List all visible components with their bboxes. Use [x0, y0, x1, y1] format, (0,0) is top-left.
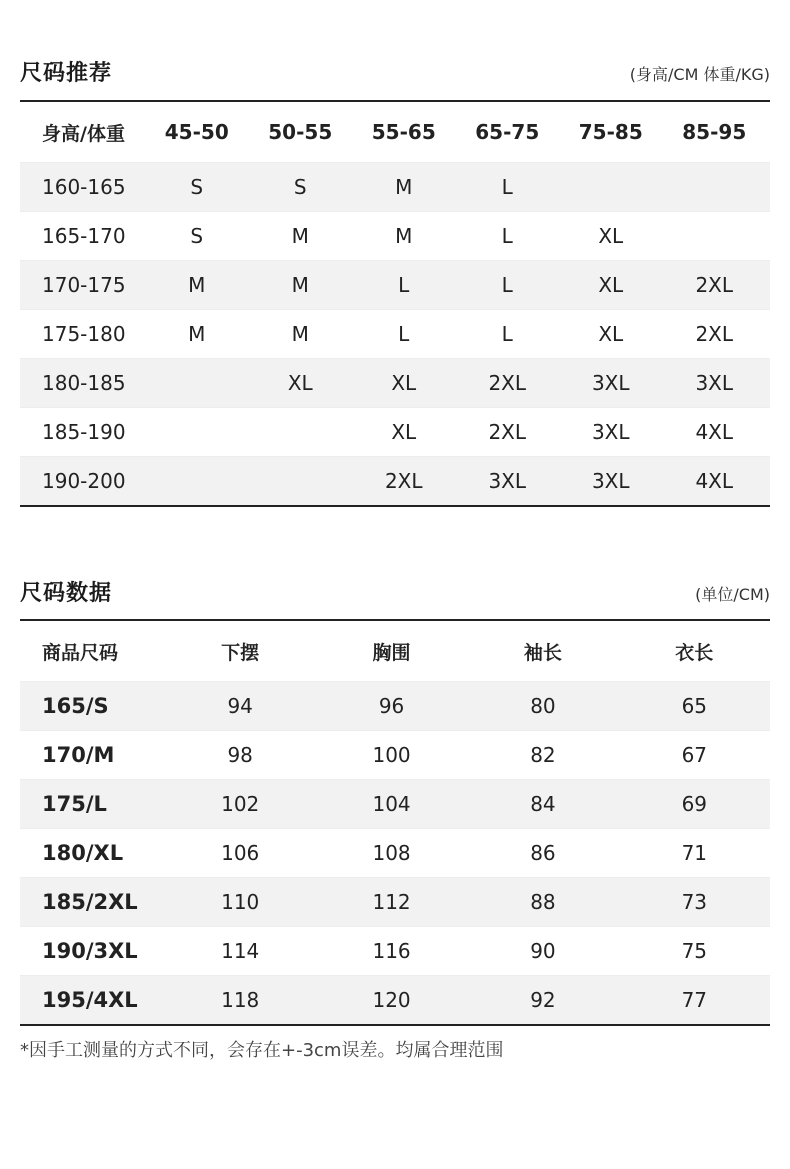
hem-cell: 110 — [221, 890, 260, 914]
height-cell: 170-175 — [42, 273, 126, 297]
table-row — [20, 877, 770, 926]
hem-cell: 102 — [221, 792, 260, 816]
table-header-row — [20, 621, 770, 681]
recommend-table-body — [20, 162, 770, 505]
size-cell: M — [395, 224, 413, 248]
table-row — [20, 730, 770, 779]
weight-header: 45-50 — [164, 120, 229, 144]
table-row — [20, 681, 770, 730]
size-cell: M — [291, 322, 309, 346]
size-label-cell: 170/M — [42, 743, 115, 767]
table-row — [20, 779, 770, 828]
size-cell: 3XL — [488, 469, 527, 493]
weight-header: 50-55 — [268, 120, 333, 144]
size-cell: L — [501, 224, 513, 248]
size-cell: L — [501, 322, 513, 346]
height-cell: 160-165 — [42, 175, 126, 199]
size-cell: S — [190, 224, 204, 248]
height-cell: 190-200 — [42, 469, 126, 493]
chest-cell: 112 — [372, 890, 411, 914]
length-cell: 71 — [681, 841, 708, 865]
size-cell: 2XL — [488, 420, 527, 444]
sleeve-cell: 92 — [530, 988, 556, 1012]
table-row — [20, 926, 770, 975]
hem-cell: 118 — [221, 988, 260, 1012]
size-label-cell: 165/S — [42, 694, 109, 718]
size-label-cell: 195/4XL — [42, 988, 138, 1012]
size-label-cell: 180/XL — [42, 841, 124, 865]
sleeve-cell: 82 — [530, 743, 556, 767]
size-cell: S — [293, 175, 307, 199]
hem-cell: 98 — [227, 743, 253, 767]
size-cell: XL — [391, 371, 417, 395]
length-cell: 65 — [681, 694, 708, 718]
size-cell: XL — [391, 420, 417, 444]
size-cell: M — [188, 322, 206, 346]
table-row — [20, 358, 770, 407]
table-row — [20, 309, 770, 358]
size-cell: M — [395, 175, 413, 199]
size-cell: 2XL — [695, 273, 734, 297]
sizes-title: 尺码数据 — [20, 581, 113, 606]
table-header-row — [20, 102, 770, 162]
chest-header: 胸围 — [372, 641, 411, 664]
size-cell: 3XL — [591, 420, 630, 444]
sleeve-cell: 86 — [530, 841, 556, 865]
length-cell: 75 — [681, 939, 708, 963]
size-cell: 3XL — [591, 469, 630, 493]
size-cell: L — [501, 273, 513, 297]
size-recommend-table — [20, 100, 770, 507]
size-cell: 4XL — [695, 420, 734, 444]
height-cell: 180-185 — [42, 371, 126, 395]
length-cell: 69 — [681, 792, 708, 816]
size-cell: 3XL — [695, 371, 734, 395]
weight-header: 65-75 — [475, 120, 540, 144]
size-cell: S — [190, 175, 204, 199]
size-cell: XL — [287, 371, 313, 395]
size-cell: XL — [598, 273, 624, 297]
size-cell: M — [291, 273, 309, 297]
sizes-unit: (单位/CM) — [695, 585, 770, 604]
height-cell: 165-170 — [42, 224, 126, 248]
corner-header: 身高/体重 — [42, 122, 125, 145]
size-header: 商品尺码 — [42, 641, 119, 664]
recommend-section-header — [20, 56, 770, 96]
size-cell: 2XL — [695, 322, 734, 346]
size-cell: L — [398, 273, 410, 297]
size-data-table — [20, 619, 770, 1026]
length-header: 衣长 — [675, 641, 714, 664]
sizes-table-body — [20, 681, 770, 1024]
length-cell: 67 — [681, 743, 708, 767]
size-cell: M — [188, 273, 206, 297]
table-row — [20, 456, 770, 505]
table-row — [20, 162, 770, 211]
weight-header: 85-95 — [682, 120, 747, 144]
recommend-unit: (身高/CM 体重/KG) — [629, 65, 770, 84]
weight-header: 75-85 — [578, 120, 643, 144]
size-cell: M — [291, 224, 309, 248]
size-label-cell: 190/3XL — [42, 939, 138, 963]
size-cell: L — [398, 322, 410, 346]
chest-cell: 108 — [372, 841, 411, 865]
sleeve-header: 袖长 — [523, 641, 562, 664]
chest-cell: 120 — [372, 988, 411, 1012]
table-row — [20, 260, 770, 309]
footnote: *因手工测量的方式不同，会存在+-3cm误差。均属合理范围 — [20, 1040, 504, 1061]
height-cell: 185-190 — [42, 420, 126, 444]
sleeve-cell: 84 — [530, 792, 556, 816]
chest-cell: 104 — [372, 792, 411, 816]
size-cell: 4XL — [695, 469, 734, 493]
hem-cell: 94 — [227, 694, 253, 718]
recommend-title: 尺码推荐 — [20, 61, 113, 86]
table-row — [20, 407, 770, 456]
sleeve-cell: 90 — [530, 939, 556, 963]
hem-cell: 106 — [221, 841, 260, 865]
hem-cell: 114 — [221, 939, 260, 963]
size-cell: L — [501, 175, 513, 199]
table-row — [20, 828, 770, 877]
hem-header: 下摆 — [221, 641, 260, 664]
size-cell: 2XL — [384, 469, 423, 493]
sleeve-cell: 80 — [530, 694, 556, 718]
chest-cell: 116 — [372, 939, 411, 963]
table-row — [20, 211, 770, 260]
sleeve-cell: 88 — [530, 890, 556, 914]
chest-cell: 100 — [372, 743, 411, 767]
weight-header: 55-65 — [371, 120, 436, 144]
chest-cell: 96 — [378, 694, 405, 718]
size-label-cell: 185/2XL — [42, 890, 138, 914]
length-cell: 77 — [681, 988, 708, 1012]
size-cell: XL — [598, 322, 624, 346]
sizes-section-header — [20, 576, 770, 616]
table-row — [20, 975, 770, 1024]
height-cell: 175-180 — [42, 322, 126, 346]
length-cell: 73 — [681, 890, 708, 914]
size-label-cell: 175/L — [42, 792, 107, 816]
size-cell: 3XL — [591, 371, 630, 395]
size-cell: 2XL — [488, 371, 527, 395]
size-cell: XL — [598, 224, 624, 248]
